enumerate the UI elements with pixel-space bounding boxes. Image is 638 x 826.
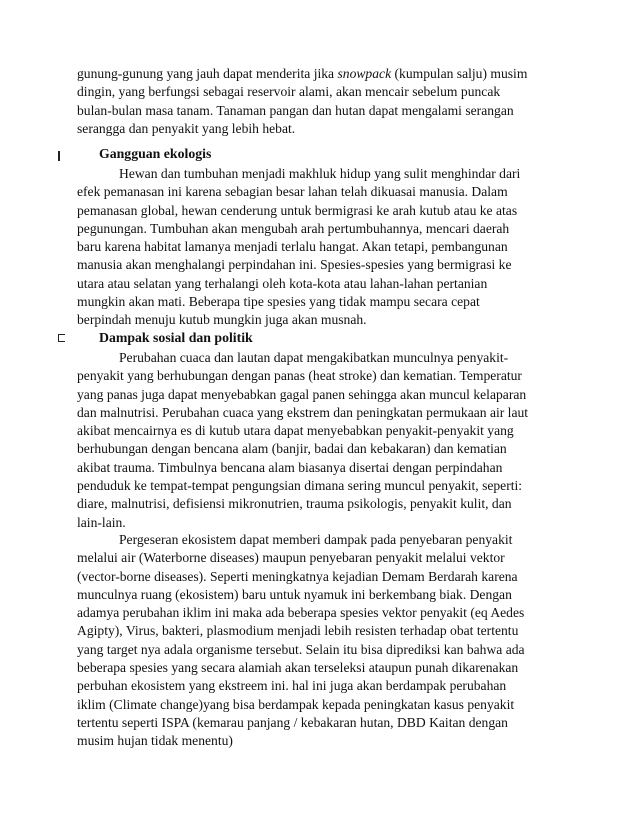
text-line: akibat mencairnya es di kutub utara dapat menyebabkan penyakit-penyakit yang <box>77 423 514 439</box>
text-line: beberapa spesies yang secara alamiah akan terseleksi ataupun punah dikarenakan <box>77 660 519 676</box>
text-line: musim hujan tidak menentu) <box>77 733 233 749</box>
italic-term: snowpack <box>337 66 392 81</box>
text-line: penyakit yang berhubungan dengan panas (heat stroke) dan kematian. Temperatur <box>77 368 522 384</box>
text-line: iklim (Climate change)yang bisa berdampak kepada peningkatan kasus penyakit <box>77 696 515 712</box>
text-line: yang panas juga dapat menyebabkan gagal panen sehingga akan muncul kelaparan <box>77 386 527 402</box>
text-line: Agipty), Virus, bakteri, plasmodium menjadi lebih resisten terhadap obat tertentu <box>77 623 519 639</box>
section-paragraph <box>77 165 569 330</box>
text-line: tertentu seperti ISPA (kemarau panjang / kebakaran hutan, DBD Kaitan dengan <box>77 714 508 730</box>
text-line: utara atau selatan yang terhalangi oleh kota-kota atau lahan-lahan pertanian <box>77 275 488 291</box>
text-line: dingin, yang berfungsi sebagai reservoir alami, akan mencair sebelum puncak <box>77 84 501 100</box>
text-line: penduduk ke tempat-tempat pengungsian dimana sering muncul penyakit, seperti: <box>77 478 523 494</box>
text-line: lain-lain. <box>77 514 126 530</box>
text-line: yang target nya adala organisme tersebut. Selain itu bisa diprediksi kan bahwa ada <box>77 641 525 657</box>
text-line: akibat trauma. Timbulnya bencana alam biasanya disertai dengan perpindahan <box>77 459 503 475</box>
text-line: berhubungan dengan bencana alam (banjir, badai dan kebakaran) dan kematian <box>77 441 507 457</box>
section-paragraph <box>77 349 569 532</box>
text-line: pemanasan global, hewan cenderung untuk bermigrasi ke arah kutub atau ke atas <box>77 202 518 218</box>
text-line: berpindah menuju kutub mungkin juga akan musnah. <box>77 312 367 328</box>
text-line: baru karena habitat lamanya menjadi terlalu hangat. Akan tetapi, pembangunan <box>77 239 508 255</box>
text-line: bulan-bulan masa tanam. Tanaman pangan dan hutan dapat mengalami serangan <box>77 102 514 118</box>
continuation-paragraph <box>77 65 569 138</box>
text-line: perbuhan ekosistem yang ekstreem ini. hal ini juga akan berdampak perubahan <box>77 678 507 694</box>
text-line: munculnya ruang (ekosistem) baru untuk nyamuk ini berkembang biak. Dengan <box>77 586 512 602</box>
text-line: melalui air (Waterborne diseases) maupun penyebaran penyakit melalui vektor <box>77 550 505 566</box>
text-line: Perubahan cuaca dan lautan dapat mengakibatkan munculnya penyakit- <box>119 350 509 365</box>
text-line: Pergeseran ekosistem dapat memberi dampak pada penyebaran penyakit <box>119 532 513 547</box>
text-line: serangga dan penyakit yang lebih hebat. <box>77 120 296 136</box>
text-line: Hewan dan tumbuhan menjadi makhluk hidup yang sulit menghindar dari <box>119 166 521 181</box>
text-line: efek pemanasan ini karena sebagian besar lahan telah dikuasai manusia. Dalam <box>77 184 508 200</box>
section-heading-ekologis: Gangguan ekologis <box>99 146 212 161</box>
bullet-marker-icon <box>58 334 65 342</box>
section-heading-sosial-politik: Dampak sosial dan politik <box>99 330 253 345</box>
section-paragraph <box>77 531 569 751</box>
text-line: adamya perubahan iklim ini maka ada beberapa spesies vektor penyakit (eq Aedes <box>77 605 525 621</box>
text-line: (vector-borne diseases). Seperti meningkatnya kejadian Demam Berdarah karena <box>77 568 518 584</box>
text-line: dan malnutrisi. Perubahan cuaca yang ekstrem dan peningkatan permukaan air laut <box>77 404 529 420</box>
text-line: diare, malnutrisi, defisiensi mikronutrien, trauma psikologis, penyakit kulit, dan <box>77 496 512 512</box>
text-line: gunung-gunung yang jauh dapat menderita jika snowpack (kumpulan salju) musim <box>77 66 528 81</box>
text-line: pegunungan. Tumbuhan akan mengubah arah pertumbuhannya, mencari daerah <box>77 220 510 236</box>
bullet-marker-icon <box>58 151 60 161</box>
text-line: manusia akan menghalangi perpindahan ini. Spesies-spesies yang bermigrasi ke <box>77 257 512 273</box>
text-line: mungkin akan mati. Beberapa tipe spesies yang tidak mampu secara cepat <box>77 294 480 310</box>
